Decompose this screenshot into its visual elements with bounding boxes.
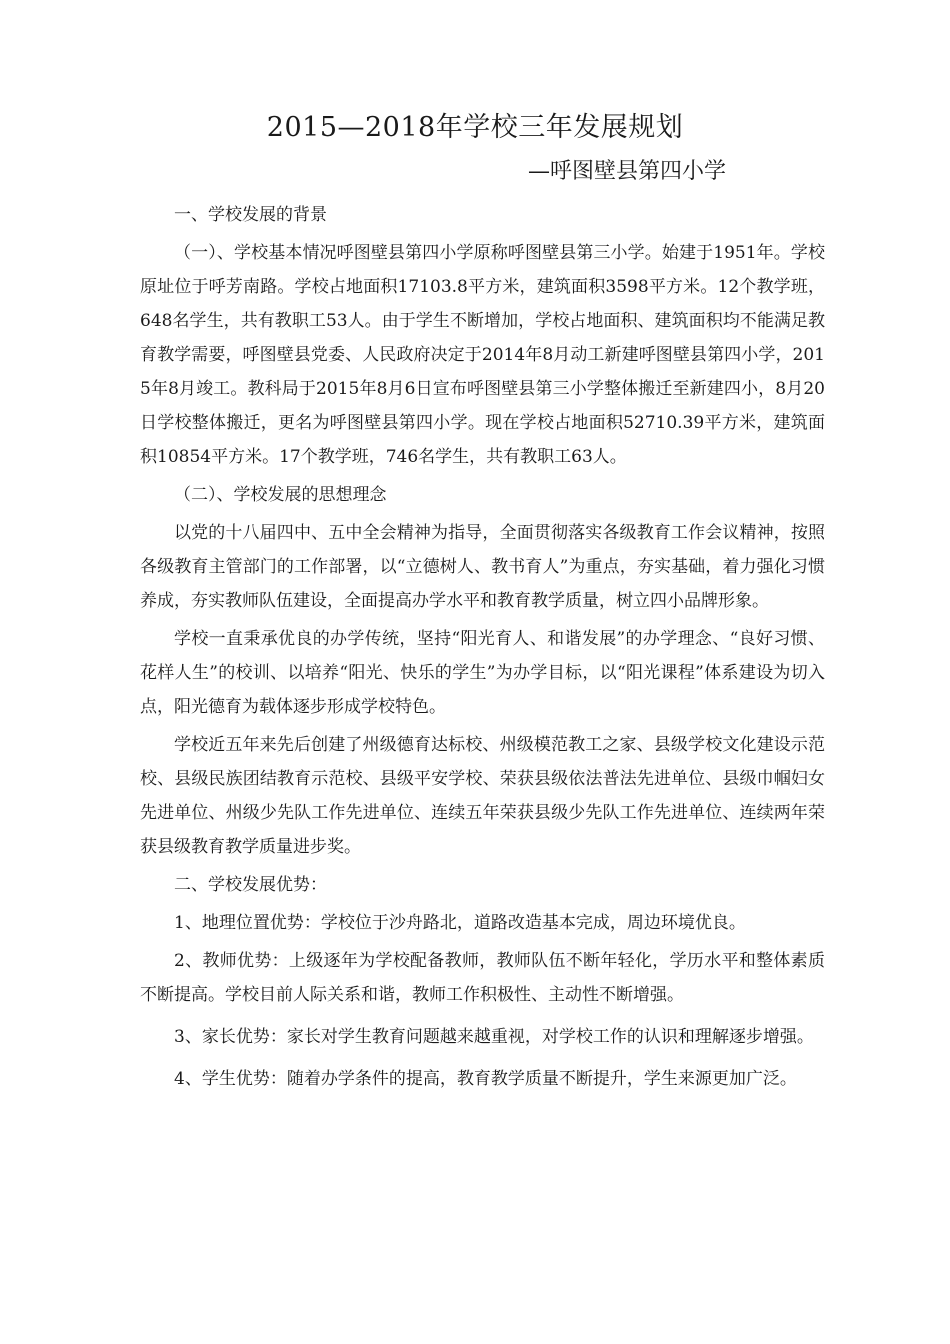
subsection-heading-philosophy: （二）、学校发展的思想理念 <box>174 485 387 505</box>
list-item-students: 4、学生优势：随着办学条件的提高，教育教学质量不断提升，学生来源更加广泛。 <box>174 1069 797 1089</box>
paragraph-school-basics: （一）、学校基本情况呼图壁县第四小学原称呼图壁县第三小学。始建于1951年。学校原址位于呼芳南路。学校占地面积17103.8平方米，建筑面积3598平方米。12个教学班，648名学生，共有教职工53人。由于学生不断增加，学校占地面积、建筑面积均不能满足教育教学需要，呼图壁县党委、人民政府决定于2014年8月动工新建呼图壁县第四小学，2015年8月竣工。教科局于2015年8月6日宣布呼图壁县第三小学整体搬迁至新建四小，8月20日学校整体搬迁，更名为呼图壁县第四小学。现在学校占地面积52710.39平方米，建筑面积10854平方米。17个教学班，746名学生，共有教职工63人。 <box>140 243 825 467</box>
paragraph-school-tradition: 学校一直秉承优良的办学传统，坚持“阳光育人、和谐发展”的办学理念、“良好习惯、花样人生”的校训、以培养“阳光、快乐的学生”为办学目标，以“阳光课程”体系建设为切入点，阳光德育为载体逐步形成学校特色。 <box>140 629 825 717</box>
document-body <box>140 198 825 1096</box>
document-subtitle: —呼图壁县第四小学 <box>528 159 727 184</box>
list-item-parents: 3、家长优势：家长对学生教育问题越来越重视，对学校工作的认识和理解逐步增强。 <box>174 1027 814 1047</box>
list-item-teachers: 2、教师优势：上级逐年为学校配备教师，教师队伍不断年轻化，学历水平和整体素质不断提高。学校目前人际关系和谐，教师工作积极性、主动性不断增强。 <box>140 951 825 1005</box>
paragraph-guiding-principles: 以党的十八届四中、五中全会精神为指导，全面贯彻落实各级教育工作会议精神，按照各级教育主管部门的工作部署，以“立德树人、教书育人”为重点，夯实基础，着力强化习惯养成，夯实教师队伍建设，全面提高办学水平和教育教学质量，树立四小品牌形象。 <box>140 523 825 611</box>
list-item-location: 1、地理位置优势：学校位于沙舟路北，道路改造基本完成，周边环境优良。 <box>174 913 746 933</box>
document-title: 2015—2018年学校三年发展规划 <box>266 112 684 143</box>
section-heading-background: 一、学校发展的背景 <box>174 205 327 225</box>
section-heading-advantages: 二、学校发展优势： <box>174 875 327 895</box>
paragraph-honors: 学校近五年来先后创建了州级德育达标校、州级模范教工之家、县级学校文化建设示范校、县级民族团结教育示范校、县级平安学校、荣获县级依法普法先进单位、县级巾帼妇女先进单位、州级少先队工作先进单位、连续五年荣获县级少先队工作先进单位、连续两年荣获县级教育教学质量进步奖。 <box>140 735 825 857</box>
